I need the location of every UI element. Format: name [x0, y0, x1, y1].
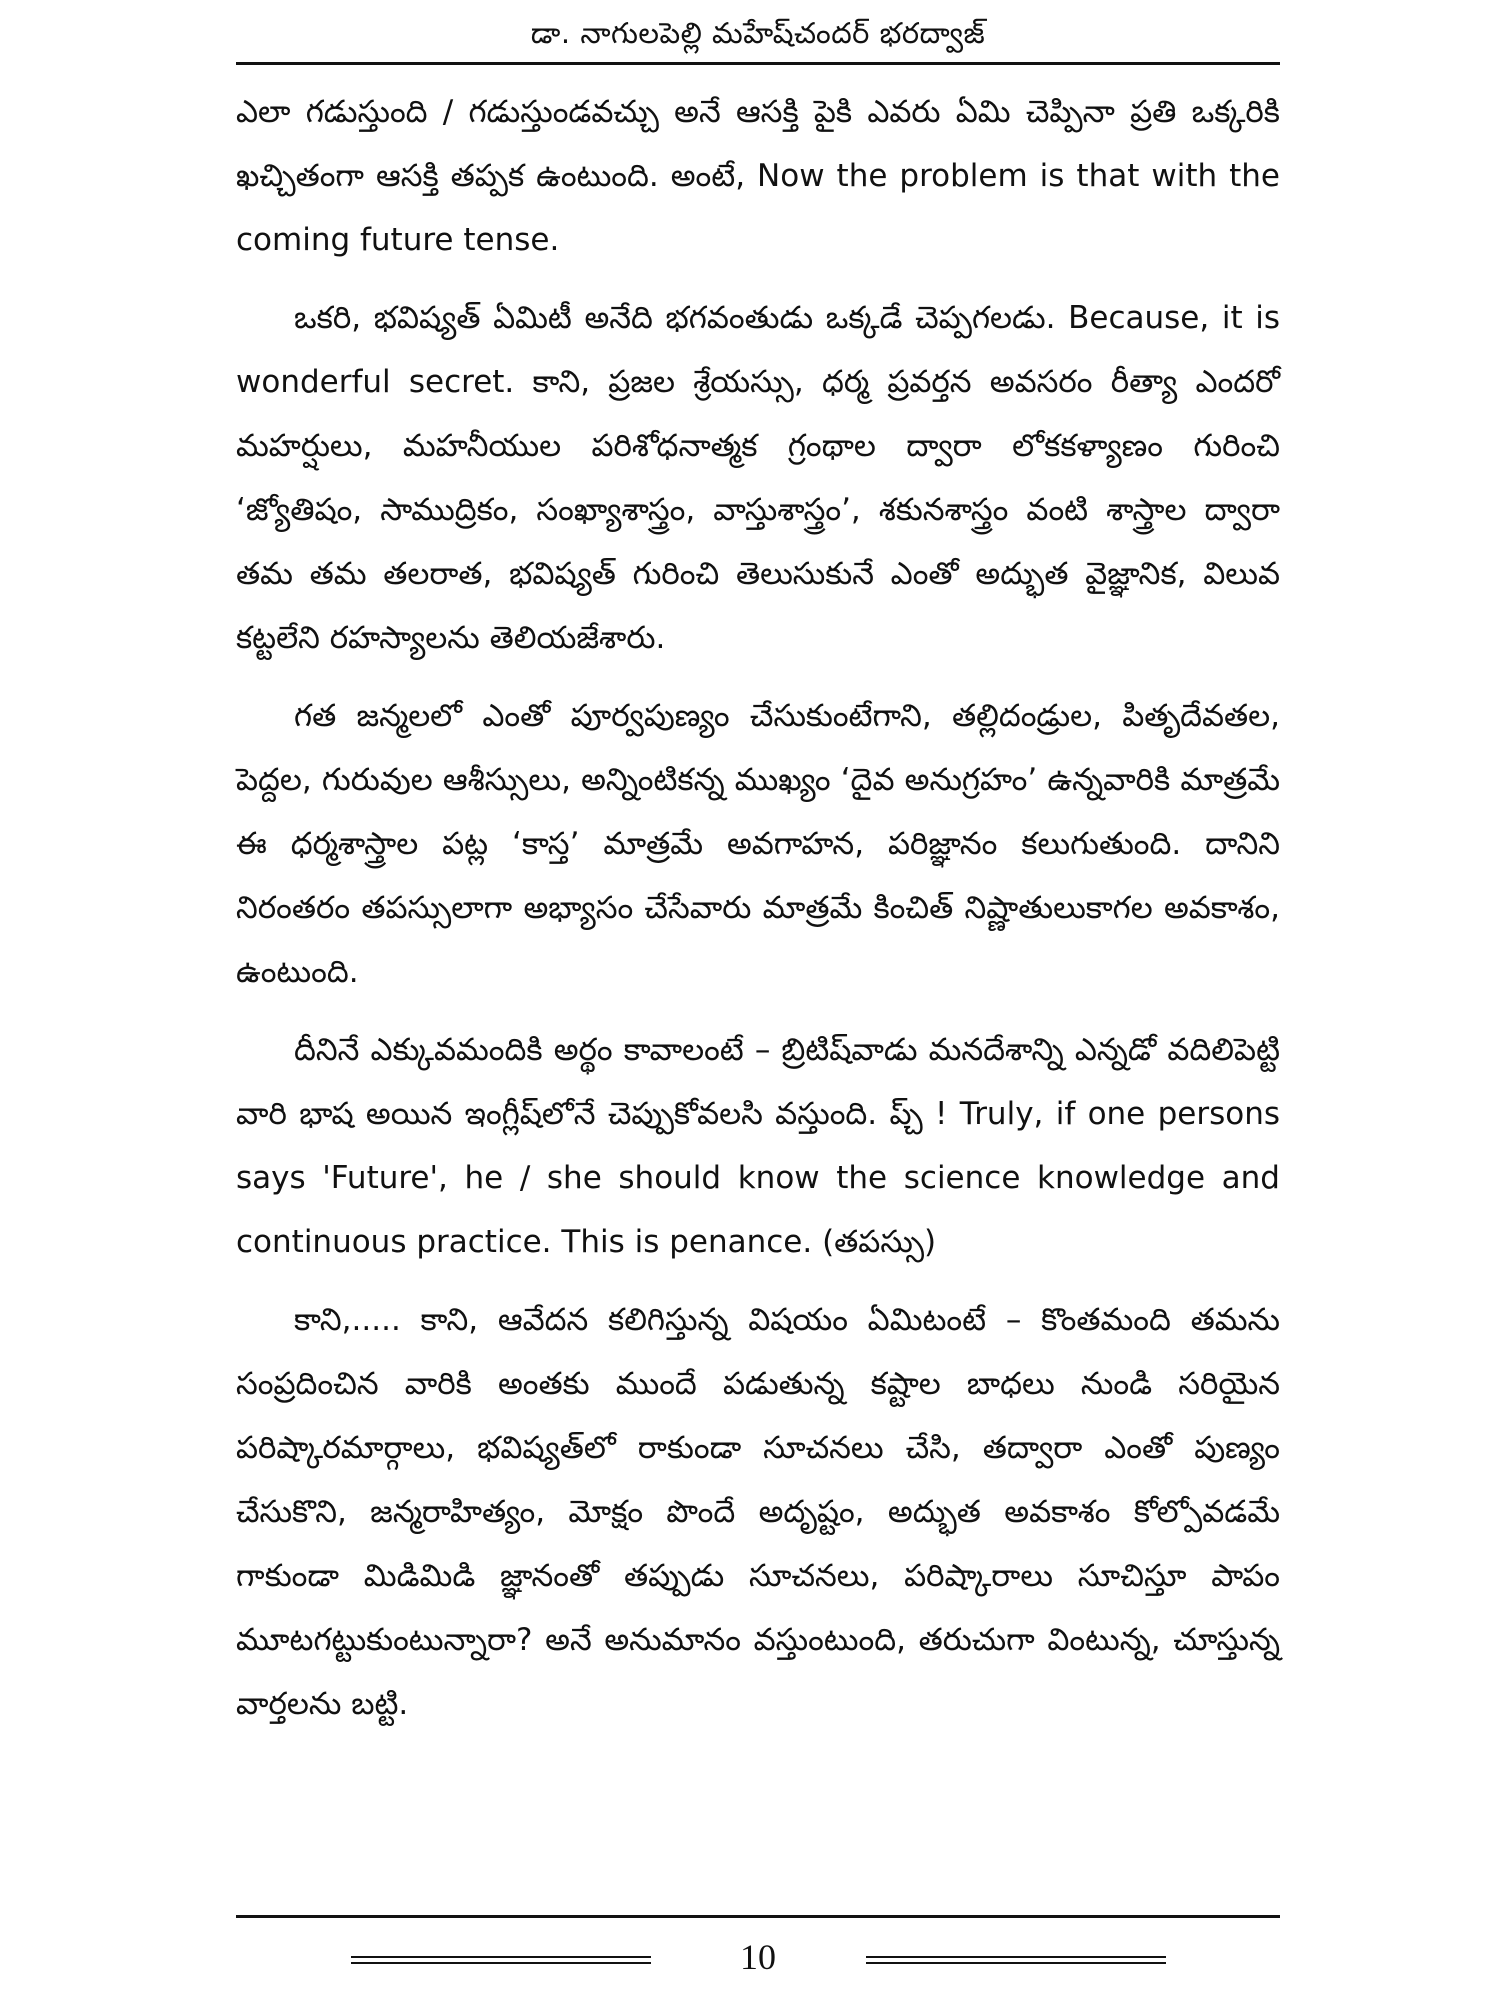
paragraph-continued: ఎలా గడుస్తుంది / గడుస్తుండవచ్చు అనే ఆసక్తి పైకి ఎవరు ఏమి చెప్పినా ప్రతి ఒక్కరికి ఖచ్చితంగా ఆసక్తి తప్పక ఉంటుంది. అంటే, Now the problem is that with the coming future tense.: [236, 94, 1280, 258]
header-divider: [236, 62, 1280, 65]
page-footer: [236, 1932, 1280, 1982]
footer-ornament-left: [351, 1956, 651, 1964]
footer-divider: [236, 1915, 1280, 1918]
paragraph: కాని,..... కాని, ఆవేదన కలిగిస్తున్న విషయం ఏమిటంటే – కొంతమంది తమను సంప్రదించిన వారికి అంతకు ముందే పడుతున్న కష్టాల బాధలు నుండి సరియైన పరిష్కారమార్గాలు, భవిష్యత్‌లో రాకుండా సూచనలు చేసి, తద్వారా ఎంతో పుణ్యం చేసుకొని, జన్మరాహిత్యం, మోక్షం పొందే అదృష్టం, అద్భుత అవకాశం కోల్పోవడమే గాకుండా మిడిమిడి జ్ఞానంతో తప్పుడు సూచనలు, పరిష్కారాలు సూచిస్తూ పాపం మూటగట్టుకుంటున్నారా? అనే అనుమానం వస్తుంటుంది, తరుచుగా వింటున్న, చూస్తున్న వార్తలను బట్టి.: [236, 1302, 1280, 1722]
page-number: 10: [740, 1937, 776, 1977]
paragraph: దీనినే ఎక్కువమందికి అర్థం కావాలంటే – బ్రిటిష్‌వాడు మనదేశాన్ని ఎన్నడో వదిలిపెట్టి వారి భాష అయిన ఇంగ్లీష్‌లోనే చెప్పుకోవలసి వస్తుంది. ప్చ్ ! Truly, if one persons says 'Future', he / she should know the science knowledge and continuous practice. This is penance. (తపస్సు): [236, 1032, 1280, 1260]
paragraph: ఒకరి, భవిష్యత్ ఏమిటీ అనేది భగవంతుడు ఒక్కడే చెప్పగలడు. Because, it is wonderful secret. కాని, ప్రజల శ్రేయస్సు, ధర్మ ప్రవర్తన అవసరం రీత్యా ఎందరో మహర్షులు, మహనీయుల పరిశోధనాత్మక గ్రంథాల ద్వారా లోకకళ్యాణం గురించి ‘జ్యోతిషం, సాముద్రికం, సంఖ్యాశాస్త్రం, వాస్తుశాస్త్రం’, శకునశాస్త్రం వంటి శాస్త్రాల ద్వారా తమ తమ తలరాత, భవిష్యత్ గురించి తెలుసుకునే ఎంతో అద్భుత వైజ్ఞానిక, విలువ కట్టలేని రహస్యాలను తెలియజేశారు.: [236, 300, 1280, 656]
page-body: [236, 80, 1280, 1736]
running-header: డా. నాగులపెల్లి మహేష్‌చందర్ భరద్వాజ్: [530, 16, 986, 50]
paragraph: గత జన్మలలో ఎంతో పూర్వపుణ్యం చేసుకుంటేగాని, తల్లిదండ్రుల, పితృదేవతల, పెద్దల, గురువుల ఆశీస్సులు, అన్నింటికన్న ముఖ్యం ‘దైవ అనుగ్రహం’ ఉన్నవారికి మాత్రమే ఈ ధర్మశాస్త్రాల పట్ల ‘కాస్త’ మాత్రమే అవగాహన, పరిజ్ఞానం కలుగుతుంది. దానిని నిరంతరం తపస్సులాగా అభ్యాసం చేసేవారు మాత్రమే కించిత్ నిష్ణాతులుకాగల అవకాశం, ఉంటుంది.: [236, 698, 1280, 990]
footer-ornament-right: [866, 1956, 1166, 1964]
